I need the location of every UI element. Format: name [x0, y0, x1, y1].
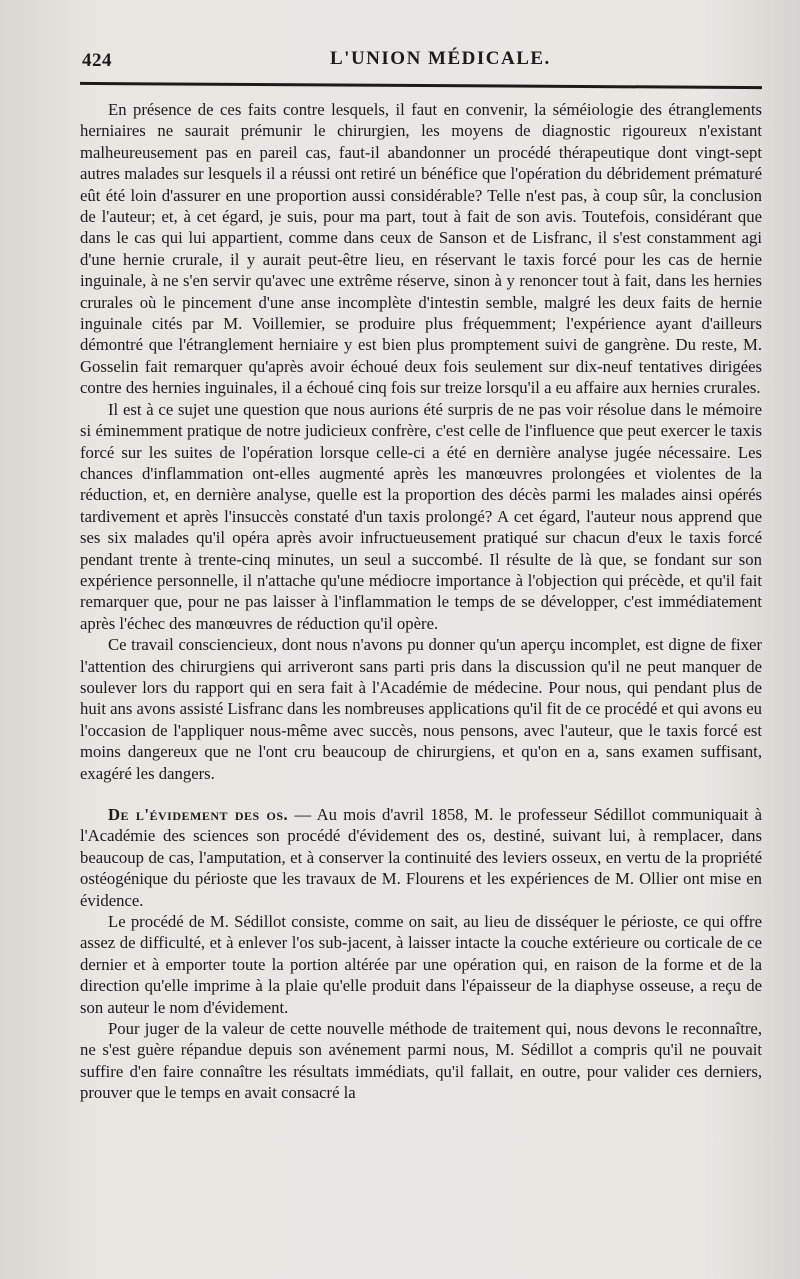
section-paragraph-text: Au mois d'avril 1858, M. le professeur Sédillot communiquait à l'Académie des sciences son procédé d'évidement des os, destiné, suivant lui, à remplacer, dans beaucoup de cas, l'amputation, et à conserver la continuité des leviers osseux, en vertu de la propriété ostéogénique du périoste que les travaux de M. Flourens et les expériences de M. Ollier ont mise en évidence.: [80, 805, 762, 910]
page-header: [80, 38, 762, 74]
paragraph: Ce travail consciencieux, dont nous n'avons pu donner qu'un aperçu incomplet, est digne de fixer l'attention des chirurgiens qui arriveront sans parti pris dans la discussion qu'il ne peut manquer de soulever lors du rapport qui en sera fait à l'Académie de médecine. Pour nous, qui pendant plus de huit ans avons assisté Lisfranc dans les nombreuses applications qu'il fit de ce procédé et qui avons eu l'occasion de l'appliquer nous-même avec succès, nous pensons, avec l'auteur, que le taxis forcé est moins dangereux que ne l'ont cru beaucoup de chirurgiens, et qu'on en a, sans examen suffisant, exagéré les dangers.: [80, 635, 762, 783]
header-rule: [80, 82, 762, 89]
page-body: [80, 99, 762, 1104]
section-first-paragraph: [80, 804, 762, 911]
running-title: L'UNION MÉDICALE.: [330, 48, 551, 69]
paragraph: Le procédé de M. Sédillot consiste, comme on sait, au lieu de disséquer le périoste, ce qui offre assez de difficulté, et à enlever l'os sub-jacent, à laisser intacte la couche extérieure ou corticale de ce dernier et à emporter toute la portion altérée par une opération qui, en raison de la forme et de la direction qu'elle imprime à la plaie qu'elle produit dans l'épaisseur de la diaphyse osseuse, a reçu de son auteur le nom d'évidement.: [80, 912, 762, 1017]
paragraph: En présence de ces faits contre lesquels, il faut en convenir, la séméiologie des étranglements herniaires ne saurait prémunir le chirurgien, les moyens de diagnostic rigoureux n'existant malheureusement pas en pareil cas, faut-il abandonner un procédé thérapeutique dont vingt-sept autres malades sur lesquels il a réussi ont retiré un bénéfice que l'opération du débridement prématuré eût été loin d'assurer en une proportion aussi considérable? Telle n'est pas, à coup sûr, la conclusion de l'auteur; et, à cet égard, je suis, pour ma part, tout à fait de son avis. Toutefois, considérant que dans le cas qui lui appartient, comme dans ceux de Sanson et de Lisfranc, il s'est constamment agi d'une hernie crurale, il y aurait peut-être lieu, en réservant le taxis forcé pour les cas de hernie inguinale, à ne s'en servir qu'avec une extrême réserve, sinon à y renoncer tout à fait, dans les hernies crurales où le pincement d'une anse incomplète d'intestin semble, malgré les deux faits de hernie inguinale cités par M. Voillemier, se produire plus fréquemment; l'expérience ayant d'ailleurs démontré que l'étranglement herniaire y est bien plus promptement suivi de gangrène. Du reste, M. Gosselin fait remarquer qu'après avoir échoué deux fois seulement sur dix-neuf tentatives dirigées contre des hernies inguinales, il a échoué cinq fois sur treize lorsqu'il a eu affaire aux hernies crurales.: [80, 100, 762, 398]
paragraph: Pour juger de la valeur de cette nouvelle méthode de traitement qui, nous devons le reconnaître, ne s'est guère répandue depuis son avénement parmi nous, M. Sédillot a compris qu'il ne pouvait suffire d'en faire connaître les résultats immédiats, qu'il fallait, en outre, pour valider ces derniers, prouver que le temps en avait consacré la: [80, 1019, 762, 1103]
paragraph: Il est à ce sujet une question que nous aurions été surpris de ne pas voir résolue dans le mémoire si éminemment pratique de notre judicieux confrère, c'est celle de l'influence que peut exercer le taxis forcé sur les suites de l'opération lorsque celle-ci a été en dernière analyse jugée nécessaire. Les chances d'inflammation ont-elles augmenté après les manœuvres prolongées et violentes de la réduction, et, en dernière analyse, quelle est la proportion des décès parmi les malades ainsi opérés tardivement et après l'insuccès constaté d'un taxis prolongé? A cet égard, l'auteur nous apprend que ses six malades qu'il opéra après avoir infructueusement pratiqué sur chacun d'eux le taxis forcé pendant trente à trente-cinq minutes, un seul a succombé. Il résulte de là que, se fondant sur son expérience personnelle, il n'attache qu'une médiocre importance à l'objection qui précède, et qu'il fait remarquer que, pour ne pas laisser à l'inflammation le temps de se développer, c'est immédiatement après l'échec des manœuvres de réduction qu'il opère.: [80, 399, 762, 633]
section-heading: De l'évidement des os.: [108, 805, 289, 824]
page-number: 424: [82, 50, 112, 71]
section-dash: —: [288, 805, 317, 824]
